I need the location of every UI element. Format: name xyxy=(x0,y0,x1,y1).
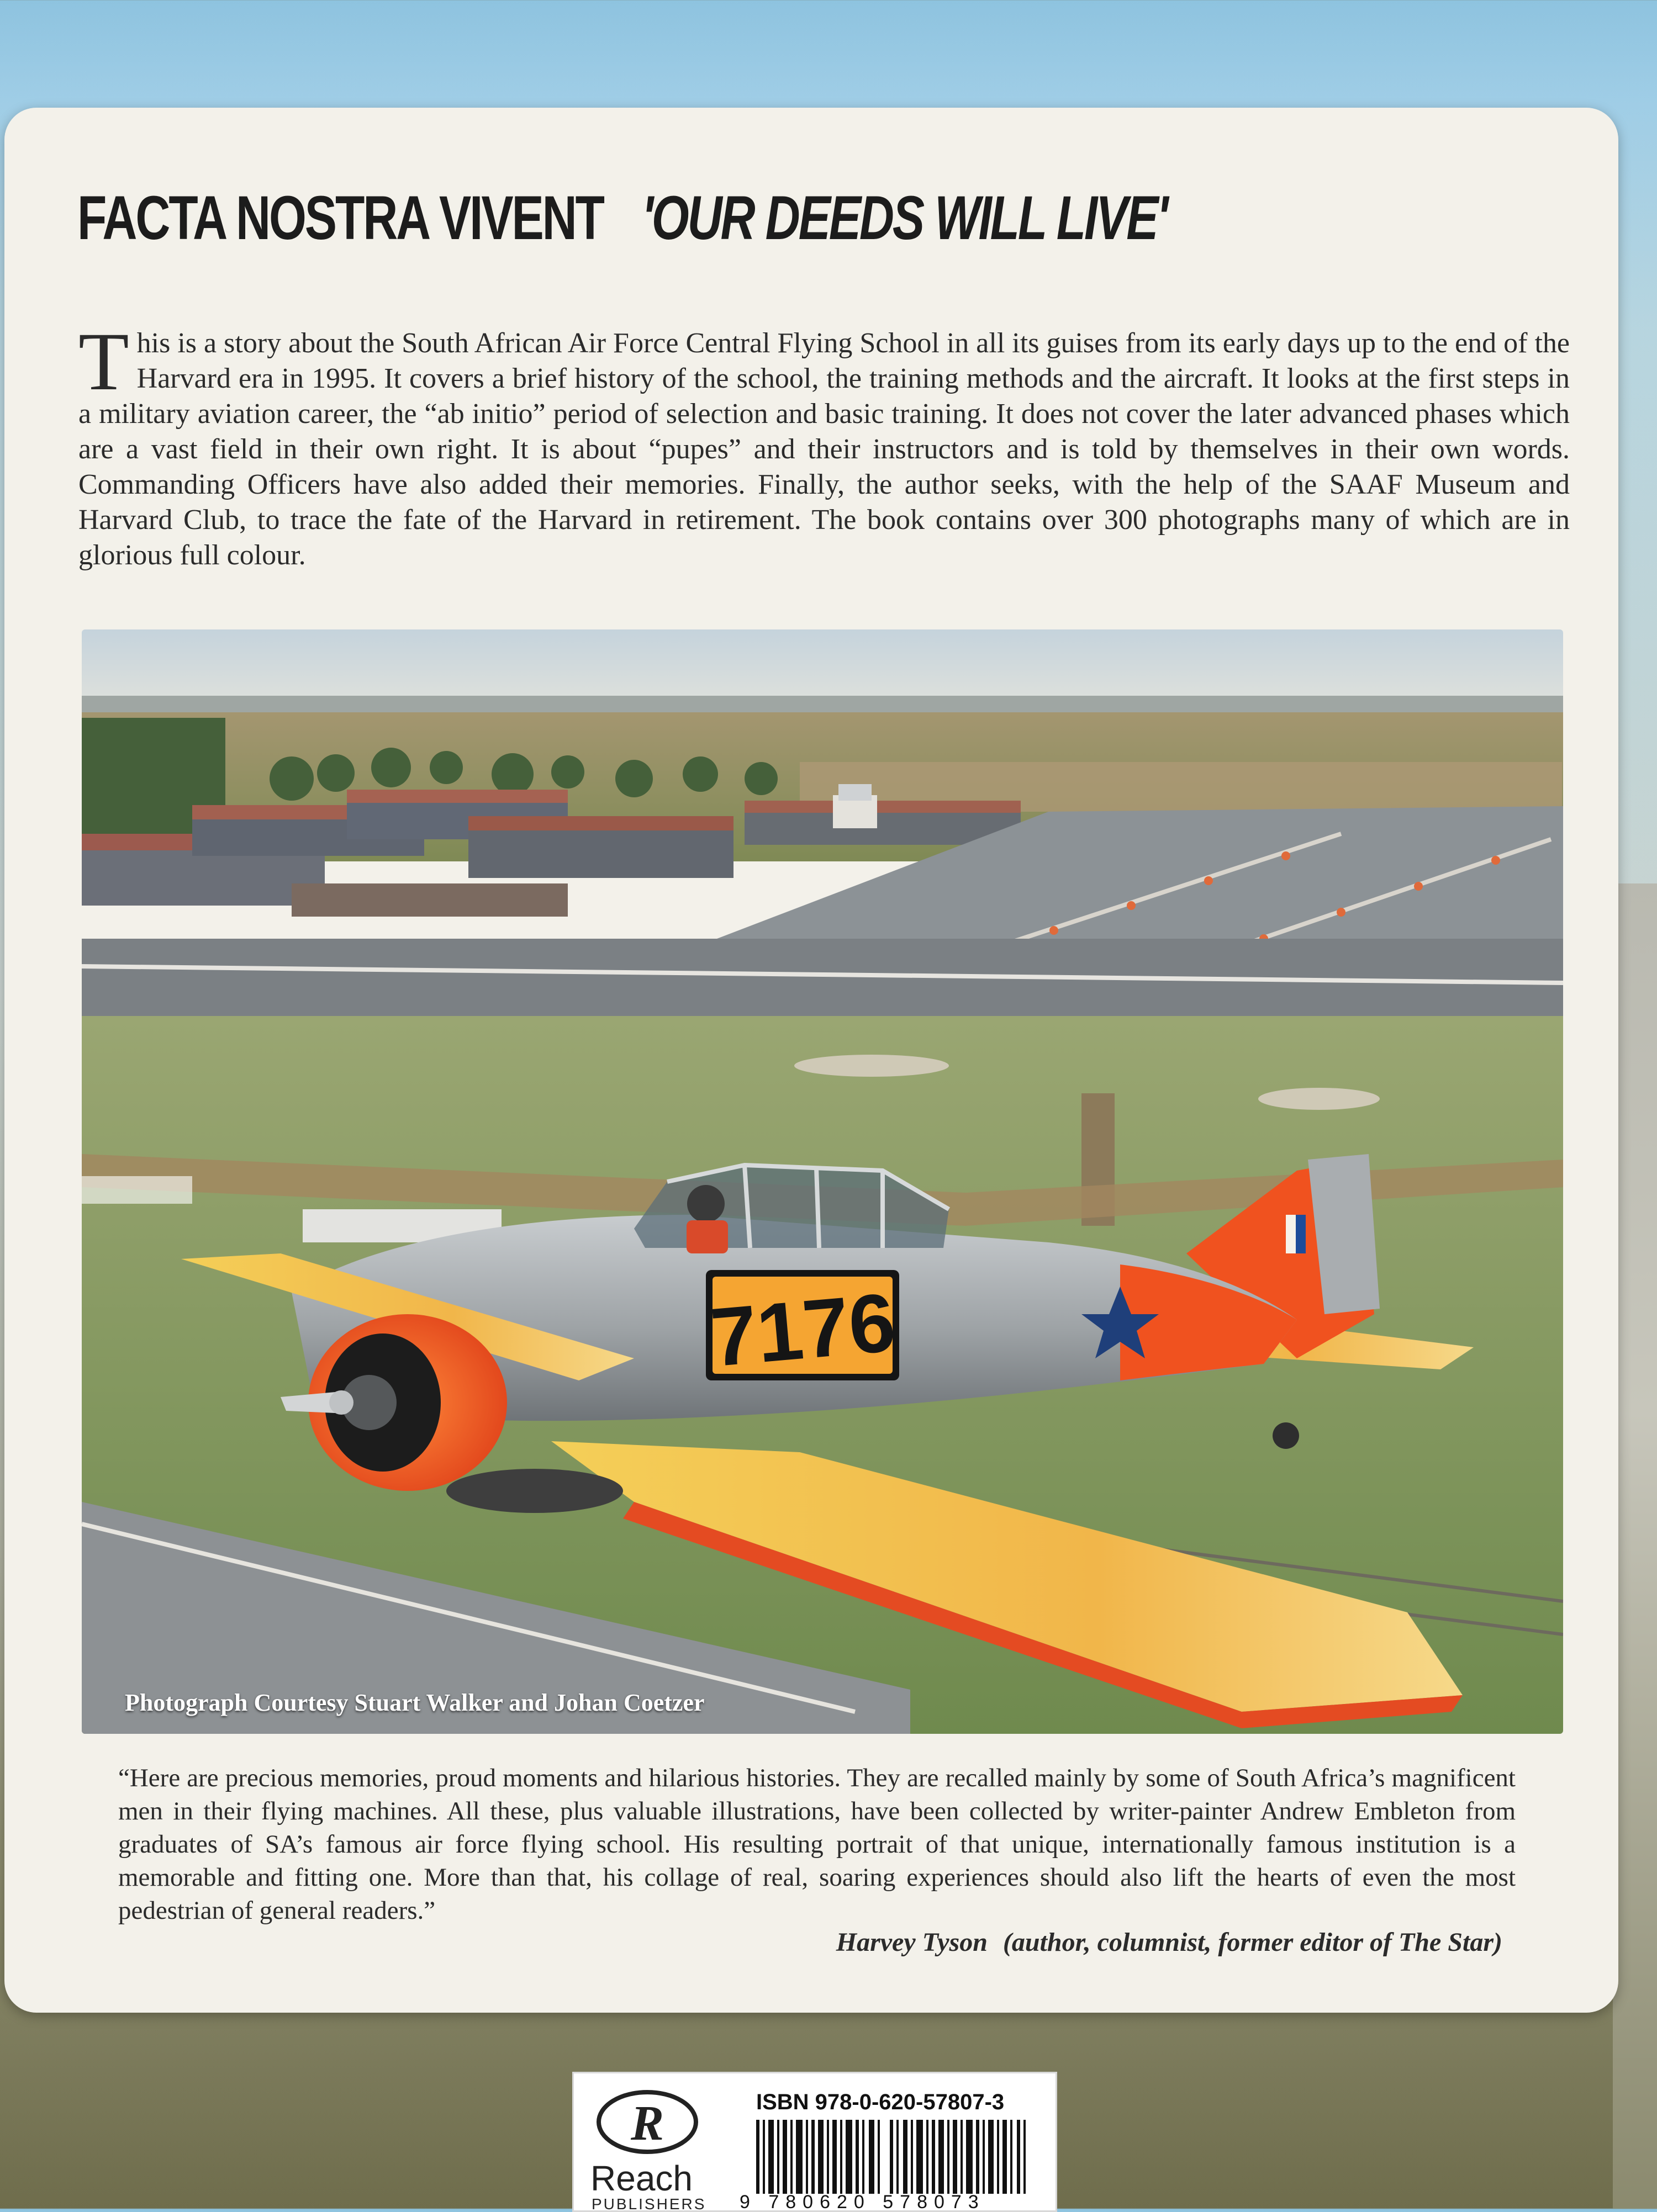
intro-paragraph xyxy=(78,316,1570,596)
isbn-label: ISBN 978-0-620-57807-3 xyxy=(756,2090,1005,2114)
drop-cap: T xyxy=(78,316,129,408)
cover-photo xyxy=(82,629,1563,1734)
motto-english: 'OUR DEEDS WILL LIVE' xyxy=(642,183,1167,252)
motto-latin: FACTA NOSTRA VIVENT xyxy=(77,183,603,252)
review-quote: “Here are precious memories, proud moments and hilarious histories. They are recalled mainly by some of South Africa’s magnificent men in their flying machines. All these, plus valuable illustrations, have been collected by writer-painter Andrew Embleton from graduates of SA’s famous air force flying school. His resulting portrait of that unique, internationally famous institution is a memorable and fitting one. More than that, his collage of real, soaring experiences should also lift the hearts of even the most pedestrian of general readers.” xyxy=(118,1764,1516,1925)
reach-publishers-logo xyxy=(595,2089,700,2155)
quote-author-role: (author, columnist, former editor of The Star) xyxy=(1002,1928,1502,1957)
aircraft-number: 7176 xyxy=(707,1275,899,1384)
quote-attribution xyxy=(331,1927,1502,1966)
harvard-aircraft-photo xyxy=(82,629,1563,1734)
publisher-name: Reach xyxy=(590,2158,693,2198)
intro-text: his is a story about the South African Air Force Central Flying School in all its guises from its early days up to the end of the Harvard era in 1995. It covers a brief history of the school, the training methods and the aircraft. It looks at the first steps in a military aviation career, the “ab initio” period of selection and basic training. It does not cover the later advanced phases which are a vast field in their own right. It is about “pupes” and their instructors and is told by themselves in their own words. Commanding Officers have also added their memories. Finally, the author seeks, with the help of the SAAF Museum and Harvard Club, to trace the fate of the Harvard in retirement. The book contains over 300 photographs many of which are in glorious full colour. xyxy=(78,327,1570,571)
background-right xyxy=(1613,883,1657,2209)
barcode-digits: 9 780620 578073 xyxy=(740,2194,1049,2210)
cover-headline xyxy=(77,182,1167,254)
svg-text:R: R xyxy=(630,2096,664,2151)
quote-author: Harvey Tyson xyxy=(836,1928,988,1957)
photo-credit: Photograph Courtesy Stuart Walker and Johan Coetzer xyxy=(125,1689,705,1716)
publisher-subtitle: PUBLISHERS xyxy=(592,2196,706,2210)
isbn-sticker xyxy=(572,2072,1057,2212)
